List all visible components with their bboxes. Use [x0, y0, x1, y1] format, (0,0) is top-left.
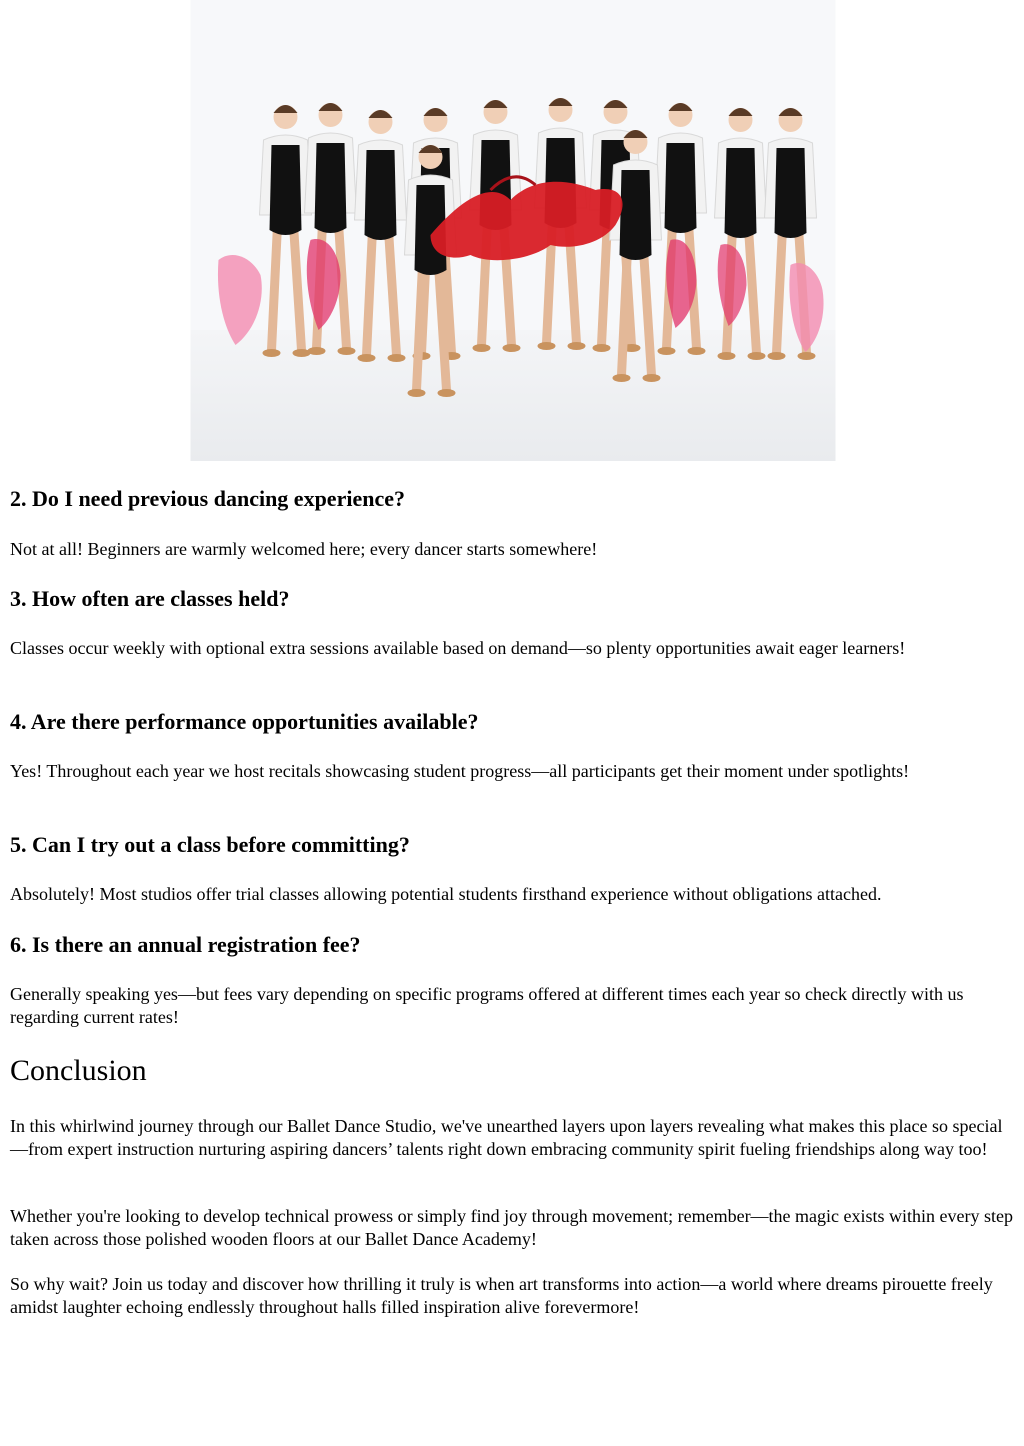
conclusion-paragraph-2: Whether you're looking to develop technical prowess or simply find joy through movement; remember—the magic exists within every step taken across those polished wooden floors at our Ballet Dance Academy!	[10, 1206, 1013, 1249]
faq-answer-2: Not at all! Beginners are warmly welcomed here; every dancer starts somewhere!	[10, 539, 598, 559]
faq-question-4: 4. Are there performance opportunities available?	[10, 709, 479, 734]
dance-group-photo	[10, 0, 1016, 461]
conclusion-paragraph-1: In this whirlwind journey through our Ballet Dance Studio, we've unearthed layers upon layers revealing what makes this place so special—from expert instruction nurturing aspiring dancers’ talents right down embracing community spirit fueling friendships along way too!	[10, 1116, 1003, 1159]
faq-question-5: 5. Can I try out a class before committing?	[10, 832, 410, 857]
faq-question-3: 3. How often are classes held?	[10, 586, 290, 611]
faq-question-2: 2. Do I need previous dancing experience?	[10, 486, 405, 511]
conclusion-paragraph-3: So why wait? Join us today and discover how thrilling it truly is when art transforms into action—a world where dreams pirouette freely amidst laughter echoing endlessly throughout halls filled inspiration alive forevermore!	[10, 1274, 993, 1317]
faq-question-6: 6. Is there an annual registration fee?	[10, 932, 361, 957]
faq-answer-6: Generally speaking yes—but fees vary depending on specific programs offered at different times each year so check directly with us regarding current rates!	[10, 984, 964, 1027]
faq-answer-5: Absolutely! Most studios offer trial classes allowing potential students firsthand experience without obligations attached.	[10, 884, 882, 904]
faq-answer-3: Classes occur weekly with optional extra sessions available based on demand—so plenty opportunities await eager learners!	[10, 638, 906, 658]
faq-answer-4: Yes! Throughout each year we host recitals showcasing student progress—all participants get their moment under spotlights!	[10, 761, 910, 781]
conclusion-heading: Conclusion	[10, 1054, 147, 1087]
